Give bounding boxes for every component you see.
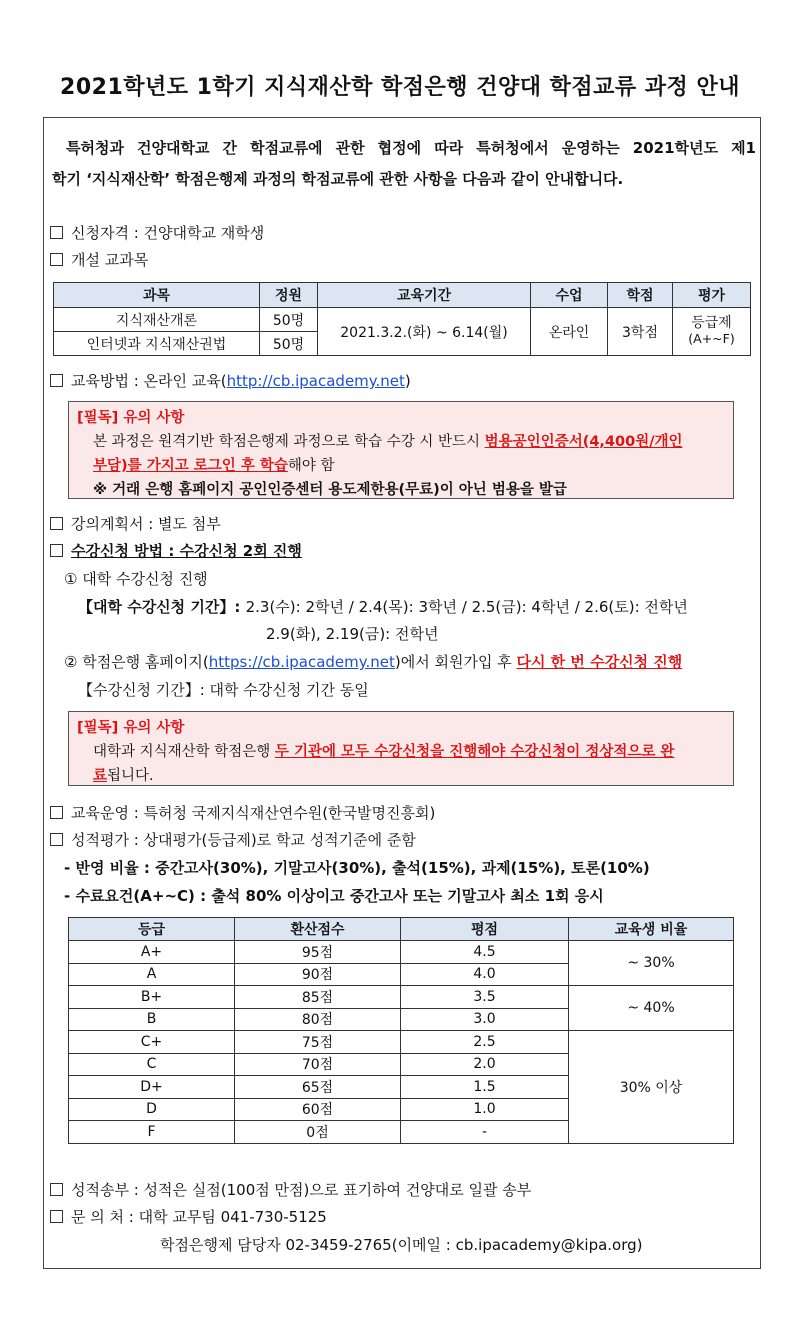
gpa-cell: - xyxy=(401,1121,569,1144)
gpa-cell: 1.5 xyxy=(401,1076,569,1099)
score-cell: 60점 xyxy=(235,1098,401,1121)
course-capacity: 50명 xyxy=(260,308,318,332)
checkbox-icon xyxy=(50,226,63,239)
registration-step-1: ① 대학 수강신청 진행 xyxy=(64,570,208,588)
registration-heading-item xyxy=(50,540,302,561)
evaluation-line-1: 등급제 xyxy=(691,315,732,331)
gpa-cell: 2.0 xyxy=(401,1053,569,1076)
evaluation-line-2: (A+~F) xyxy=(688,331,735,346)
grade-cell: D+ xyxy=(69,1076,235,1099)
notice-emphasis: 료 xyxy=(93,768,108,784)
course-name: 지식재산개론 xyxy=(54,308,260,332)
academy-link[interactable]: http://cb.ipacademy.net xyxy=(226,372,405,390)
course-credits: 3학점 xyxy=(608,308,673,356)
step2-mid: )에서 회원가입 후 xyxy=(394,653,517,671)
score-cell: 80점 xyxy=(235,1008,401,1031)
eligibility-item xyxy=(50,222,264,243)
syllabus-text: 강의계획서 : 별도 첨부 xyxy=(71,515,221,533)
period-line-1: 2.3(수): 2학년 / 2.4(목): 3학년 / 2.5(금): 4학년 / 2.6(토): 전학년 xyxy=(245,598,688,616)
step2-emphasis: 다시 한 번 수강신청 진행 xyxy=(516,653,683,671)
grade-cell: B xyxy=(69,1008,235,1031)
notice-emphasis: 두 기관에 모두 수강신청을 진행해야 수강신청이 정상적으로 완 xyxy=(274,744,675,760)
notice-emphasis: 범용공인인증서(4,400원/개인 xyxy=(484,434,683,450)
grade-table xyxy=(68,917,734,1144)
course-evaluation xyxy=(673,308,751,356)
grade-cell: D xyxy=(69,1098,235,1121)
grade-cell: B+ xyxy=(69,986,235,1009)
checkbox-icon xyxy=(50,806,63,819)
notice-box-1 xyxy=(68,401,734,499)
method-item xyxy=(50,370,411,391)
header-mode: 수업 xyxy=(531,283,608,308)
grading-heading: 성적평가 : 상대평가(등급제)로 학교 성적기준에 준함 xyxy=(71,831,416,849)
header-gpa: 평점 xyxy=(401,918,569,941)
checkbox-icon xyxy=(50,374,63,387)
course-mode: 온라인 xyxy=(531,308,608,356)
notice-text: 본 과정은 원격기반 학점은행제 과정으로 학습 수강 시 반드시 xyxy=(93,434,485,450)
notice-text: 대학과 지식재산학 학점은행 xyxy=(93,744,275,760)
registration-period-2: 【수강신청 기간】: 대학 수강신청 기간 동일 xyxy=(78,681,369,699)
header-period: 교육기간 xyxy=(318,283,531,308)
transfer-item xyxy=(50,1179,531,1200)
notice-bold-text: ※ 거래 은행 홈페이지 공인인증센터 용도제한용(무료)이 아닌 범용을 발급 xyxy=(93,482,567,498)
method-suffix: ) xyxy=(404,372,411,390)
contact-line-1: 문 의 처 : 대학 교무팀 041-730-5125 xyxy=(71,1208,327,1226)
contact-item xyxy=(50,1206,327,1227)
header-score: 환산점수 xyxy=(235,918,401,941)
academy-secure-link[interactable]: https://cb.ipacademy.net xyxy=(208,653,395,671)
eligibility-text: 신청자격 : 건양대학교 재학생 xyxy=(71,224,265,242)
notice-box-2 xyxy=(68,711,734,786)
transfer-text: 성적송부 : 성적은 실점(100점 만점)으로 표기하여 건양대로 일괄 송부 xyxy=(71,1181,532,1199)
course-period: 2021.3.2.(화) ~ 6.14(월) xyxy=(318,308,531,356)
course-table xyxy=(53,282,751,356)
intro-line-1: 특허청과 건양대학교 간 학점교류에 관한 협정에 따라 특허청에서 운영하는 2021학년도 제1 xyxy=(66,139,756,157)
checkbox-icon xyxy=(50,544,63,557)
grade-table-header xyxy=(69,918,734,941)
registration-period-1 xyxy=(78,596,688,617)
table-row xyxy=(69,1031,734,1054)
grade-cell: C xyxy=(69,1053,235,1076)
ratio-cell: ~ 30% xyxy=(569,941,734,986)
courses-heading-item xyxy=(50,249,148,270)
checkbox-icon xyxy=(50,1210,63,1223)
table-row xyxy=(54,308,751,332)
notice-body xyxy=(77,740,725,788)
operation-item xyxy=(50,802,435,823)
notice-heading: [필독] 유의 사항 xyxy=(77,410,185,426)
gpa-cell: 4.0 xyxy=(401,963,569,986)
page-title: 2021학년도 1학기 지식재산학 학점은행 건양대 학점교류 과정 안내 xyxy=(60,75,740,100)
notice-text: 해야 함 xyxy=(287,458,335,474)
gpa-cell: 3.5 xyxy=(401,986,569,1009)
grading-item xyxy=(50,829,416,850)
courses-heading: 개설 교과목 xyxy=(71,251,149,269)
header-evaluation: 평가 xyxy=(673,283,751,308)
notice-emphasis: 부담)를 가지고 로그인 후 학습 xyxy=(93,458,288,474)
score-cell: 70점 xyxy=(235,1053,401,1076)
checkbox-icon xyxy=(50,833,63,846)
operation-text: 교육운영 : 특허청 국제지식재산연수원(한국발명진흥회) xyxy=(71,804,436,822)
registration-step-2 xyxy=(64,651,682,672)
intro-paragraph xyxy=(52,133,756,195)
period-label: 【대학 수강신청 기간】: xyxy=(78,598,246,616)
score-cell: 90점 xyxy=(235,963,401,986)
table-row xyxy=(69,941,734,964)
grade-cell: C+ xyxy=(69,1031,235,1054)
method-prefix: 교육방법 : 온라인 교육( xyxy=(71,372,227,390)
grade-cell: F xyxy=(69,1121,235,1144)
header-course: 과목 xyxy=(54,283,260,308)
grade-cell: A+ xyxy=(69,941,235,964)
ratio-cell: ~ 40% xyxy=(569,986,734,1031)
registration-heading: 수강신청 방법 : 수강신청 2회 진행 xyxy=(71,542,302,560)
contact-line-2: 학점은행제 담당자 02-3459-2765(이메일 : cb.ipacademy@kipa.org) xyxy=(160,1236,643,1254)
syllabus-item xyxy=(50,513,221,534)
notice-text: 됩니다. xyxy=(107,768,154,784)
score-cell: 0점 xyxy=(235,1121,401,1144)
score-cell: 65점 xyxy=(235,1076,401,1099)
ratio-cell: 30% 이상 xyxy=(569,1031,734,1144)
step2-prefix: ② 학점은행 홈페이지( xyxy=(64,653,209,671)
grading-ratio: - 반영 비율 : 중간고사(30%), 기말고사(30%), 출석(15%), 과제(15%), 토론(10%) xyxy=(64,859,650,877)
course-table-header xyxy=(54,283,751,308)
gpa-cell: 3.0 xyxy=(401,1008,569,1031)
notice-body xyxy=(77,430,725,502)
checkbox-icon xyxy=(50,517,63,530)
intro-line-2: 학기 ‘지식재산학’ 학점은행제 과정의 학점교류에 관한 사항을 다음과 같이 안내합니다. xyxy=(52,170,624,188)
gpa-cell: 4.5 xyxy=(401,941,569,964)
course-name: 인터넷과 지식재산권법 xyxy=(54,332,260,356)
header-ratio: 교육생 비율 xyxy=(569,918,734,941)
header-grade: 등급 xyxy=(69,918,235,941)
score-cell: 95점 xyxy=(235,941,401,964)
course-capacity: 50명 xyxy=(260,332,318,356)
score-cell: 75점 xyxy=(235,1031,401,1054)
checkbox-icon xyxy=(50,1183,63,1196)
period-line-2: 2.9(화), 2.19(금): 전학년 xyxy=(266,625,439,643)
completion-requirement: - 수료요건(A+~C) : 출석 80% 이상이고 중간고사 또는 기말고사 최소 1회 응시 xyxy=(64,887,604,905)
gpa-cell: 1.0 xyxy=(401,1098,569,1121)
checkbox-icon xyxy=(50,253,63,266)
header-capacity: 정원 xyxy=(260,283,318,308)
notice-heading: [필독] 유의 사항 xyxy=(77,720,185,736)
gpa-cell: 2.5 xyxy=(401,1031,569,1054)
header-credits: 학점 xyxy=(608,283,673,308)
table-row xyxy=(69,986,734,1009)
grade-cell: A xyxy=(69,963,235,986)
score-cell: 85점 xyxy=(235,986,401,1009)
